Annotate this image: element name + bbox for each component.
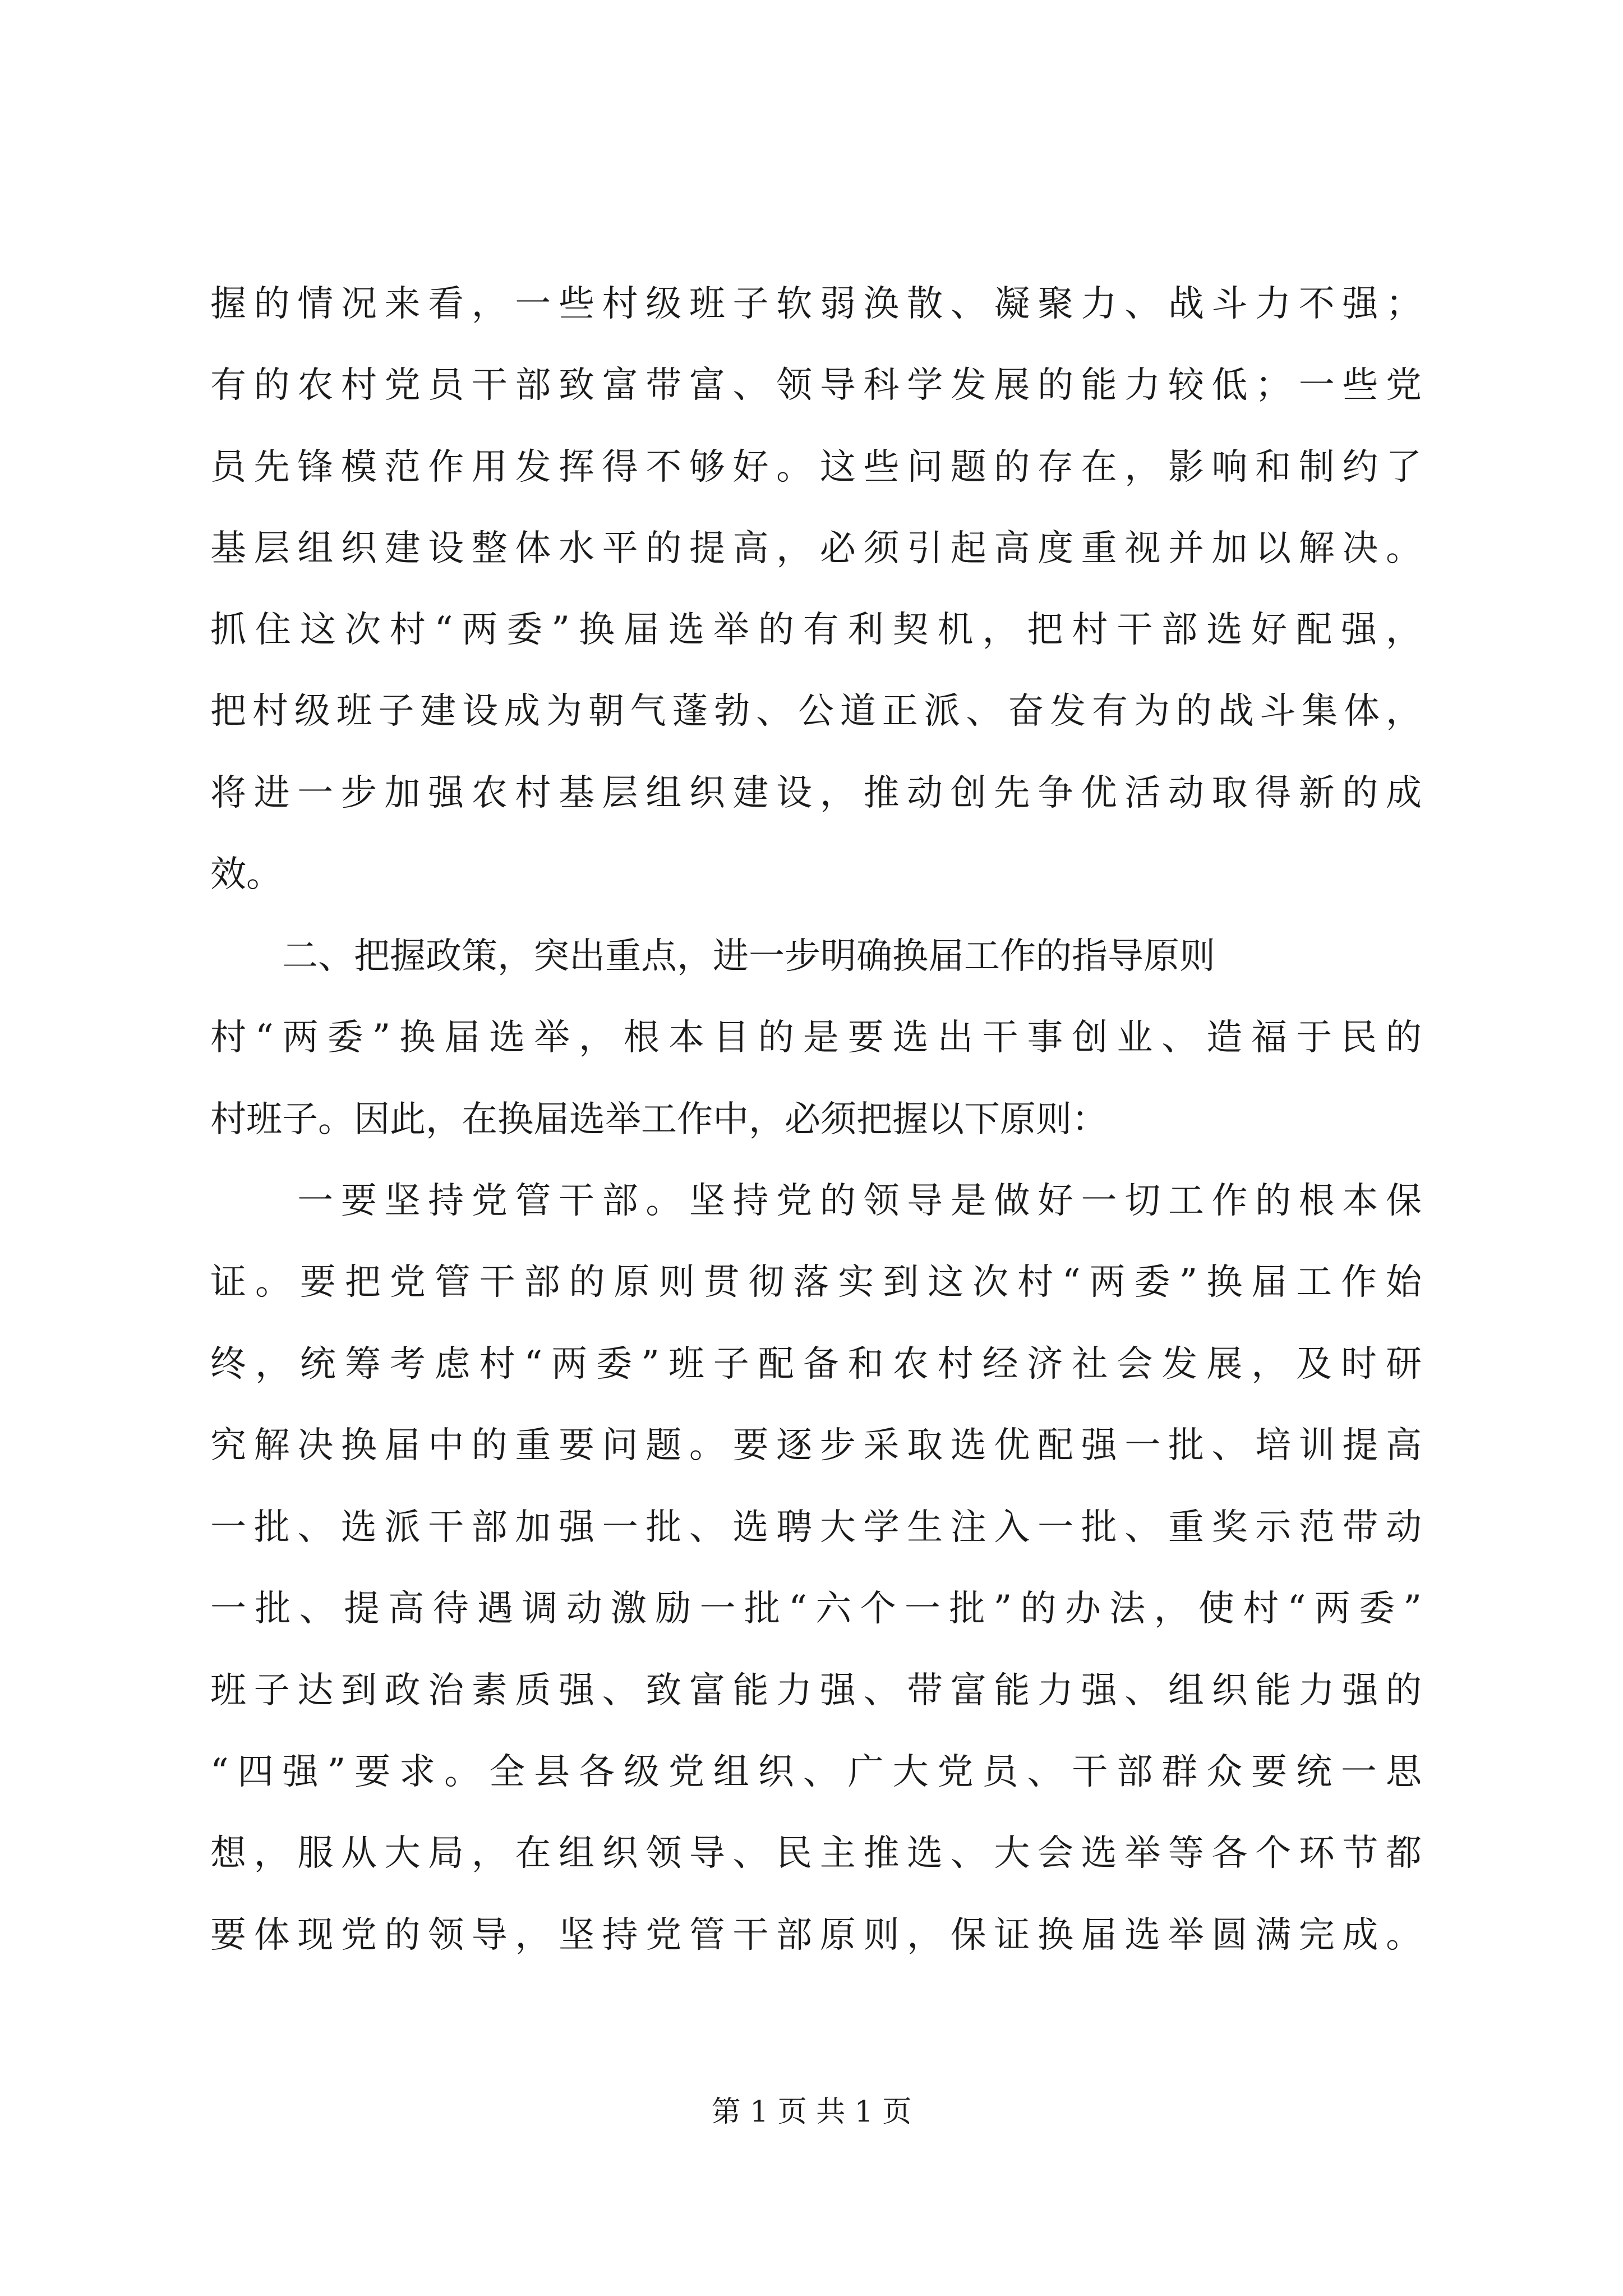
text-line: 一要坚持党管干部。坚持党的领导是做好一切工作的根本保	[210, 1180, 1422, 1222]
text-line: 究解决换届中的重要问题。要逐步采取选优配强一批、培训提高	[210, 1425, 1422, 1466]
text-line: 效。	[210, 854, 282, 895]
text-line: 将进一步加强农村基层组织建设，推动创先争优活动取得新的成	[210, 772, 1422, 814]
text-line: 班子达到政治素质强、致富能力强、带富能力强、组织能力强的	[210, 1670, 1422, 1711]
text-line: 把村级班子建设成为朝气蓬勃、公道正派、奋发有为的战斗集体，	[210, 691, 1422, 732]
text-line: 要体现党的领导，坚持党管干部原则，保证换届选举圆满完成。	[210, 1915, 1422, 1956]
text-line: 想，服从大局，在组织领导、民主推选、大会选举等各个环节都	[210, 1833, 1422, 1874]
text-line: 有的农村党员干部致富带富、领导科学发展的能力较低；一些党	[210, 365, 1422, 406]
text-line: 证。要把党管干部的原则贯彻落实到这次村“两委”换届工作始	[210, 1262, 1422, 1303]
text-line: 一批、选派干部加强一批、选聘大学生注入一批、重奖示范带动	[210, 1507, 1422, 1548]
text-line: 员先锋模范作用发挥得不够好。这些问题的存在，影响和制约了	[210, 447, 1422, 488]
text-line: 基层组织建设整体水平的提高，必须引起高度重视并加以解决。	[210, 528, 1422, 569]
text-line: 抓住这次村“两委”换届选举的有利契机，把村干部选好配强，	[210, 609, 1422, 651]
text-line: 终，统筹考虑村“两委”班子配备和农村经济社会发展，及时研	[210, 1343, 1422, 1385]
section-heading: 二、把握政策，突出重点，进一步明确换届工作的指导原则	[210, 936, 1215, 977]
text-line: 村班子。因此，在换届选举工作中，必须把握以下原则：	[210, 1099, 1108, 1140]
text-line: 握的情况来看，一些村级班子软弱涣散、凝聚力、战斗力不强；	[210, 283, 1422, 325]
page-footer: 第 1 页 共 1 页	[711, 2095, 912, 2129]
text-line: 一批、提高待遇调动激励一批“六个一批”的办法，使村“两委”	[210, 1588, 1422, 1630]
text-line: 村“两委”换届选举，根本目的是要选出干事创业、造福于民的	[210, 1017, 1422, 1059]
text-line: “四强”要求。全县各级党组织、广大党员、干部群众要统一思	[210, 1751, 1422, 1793]
